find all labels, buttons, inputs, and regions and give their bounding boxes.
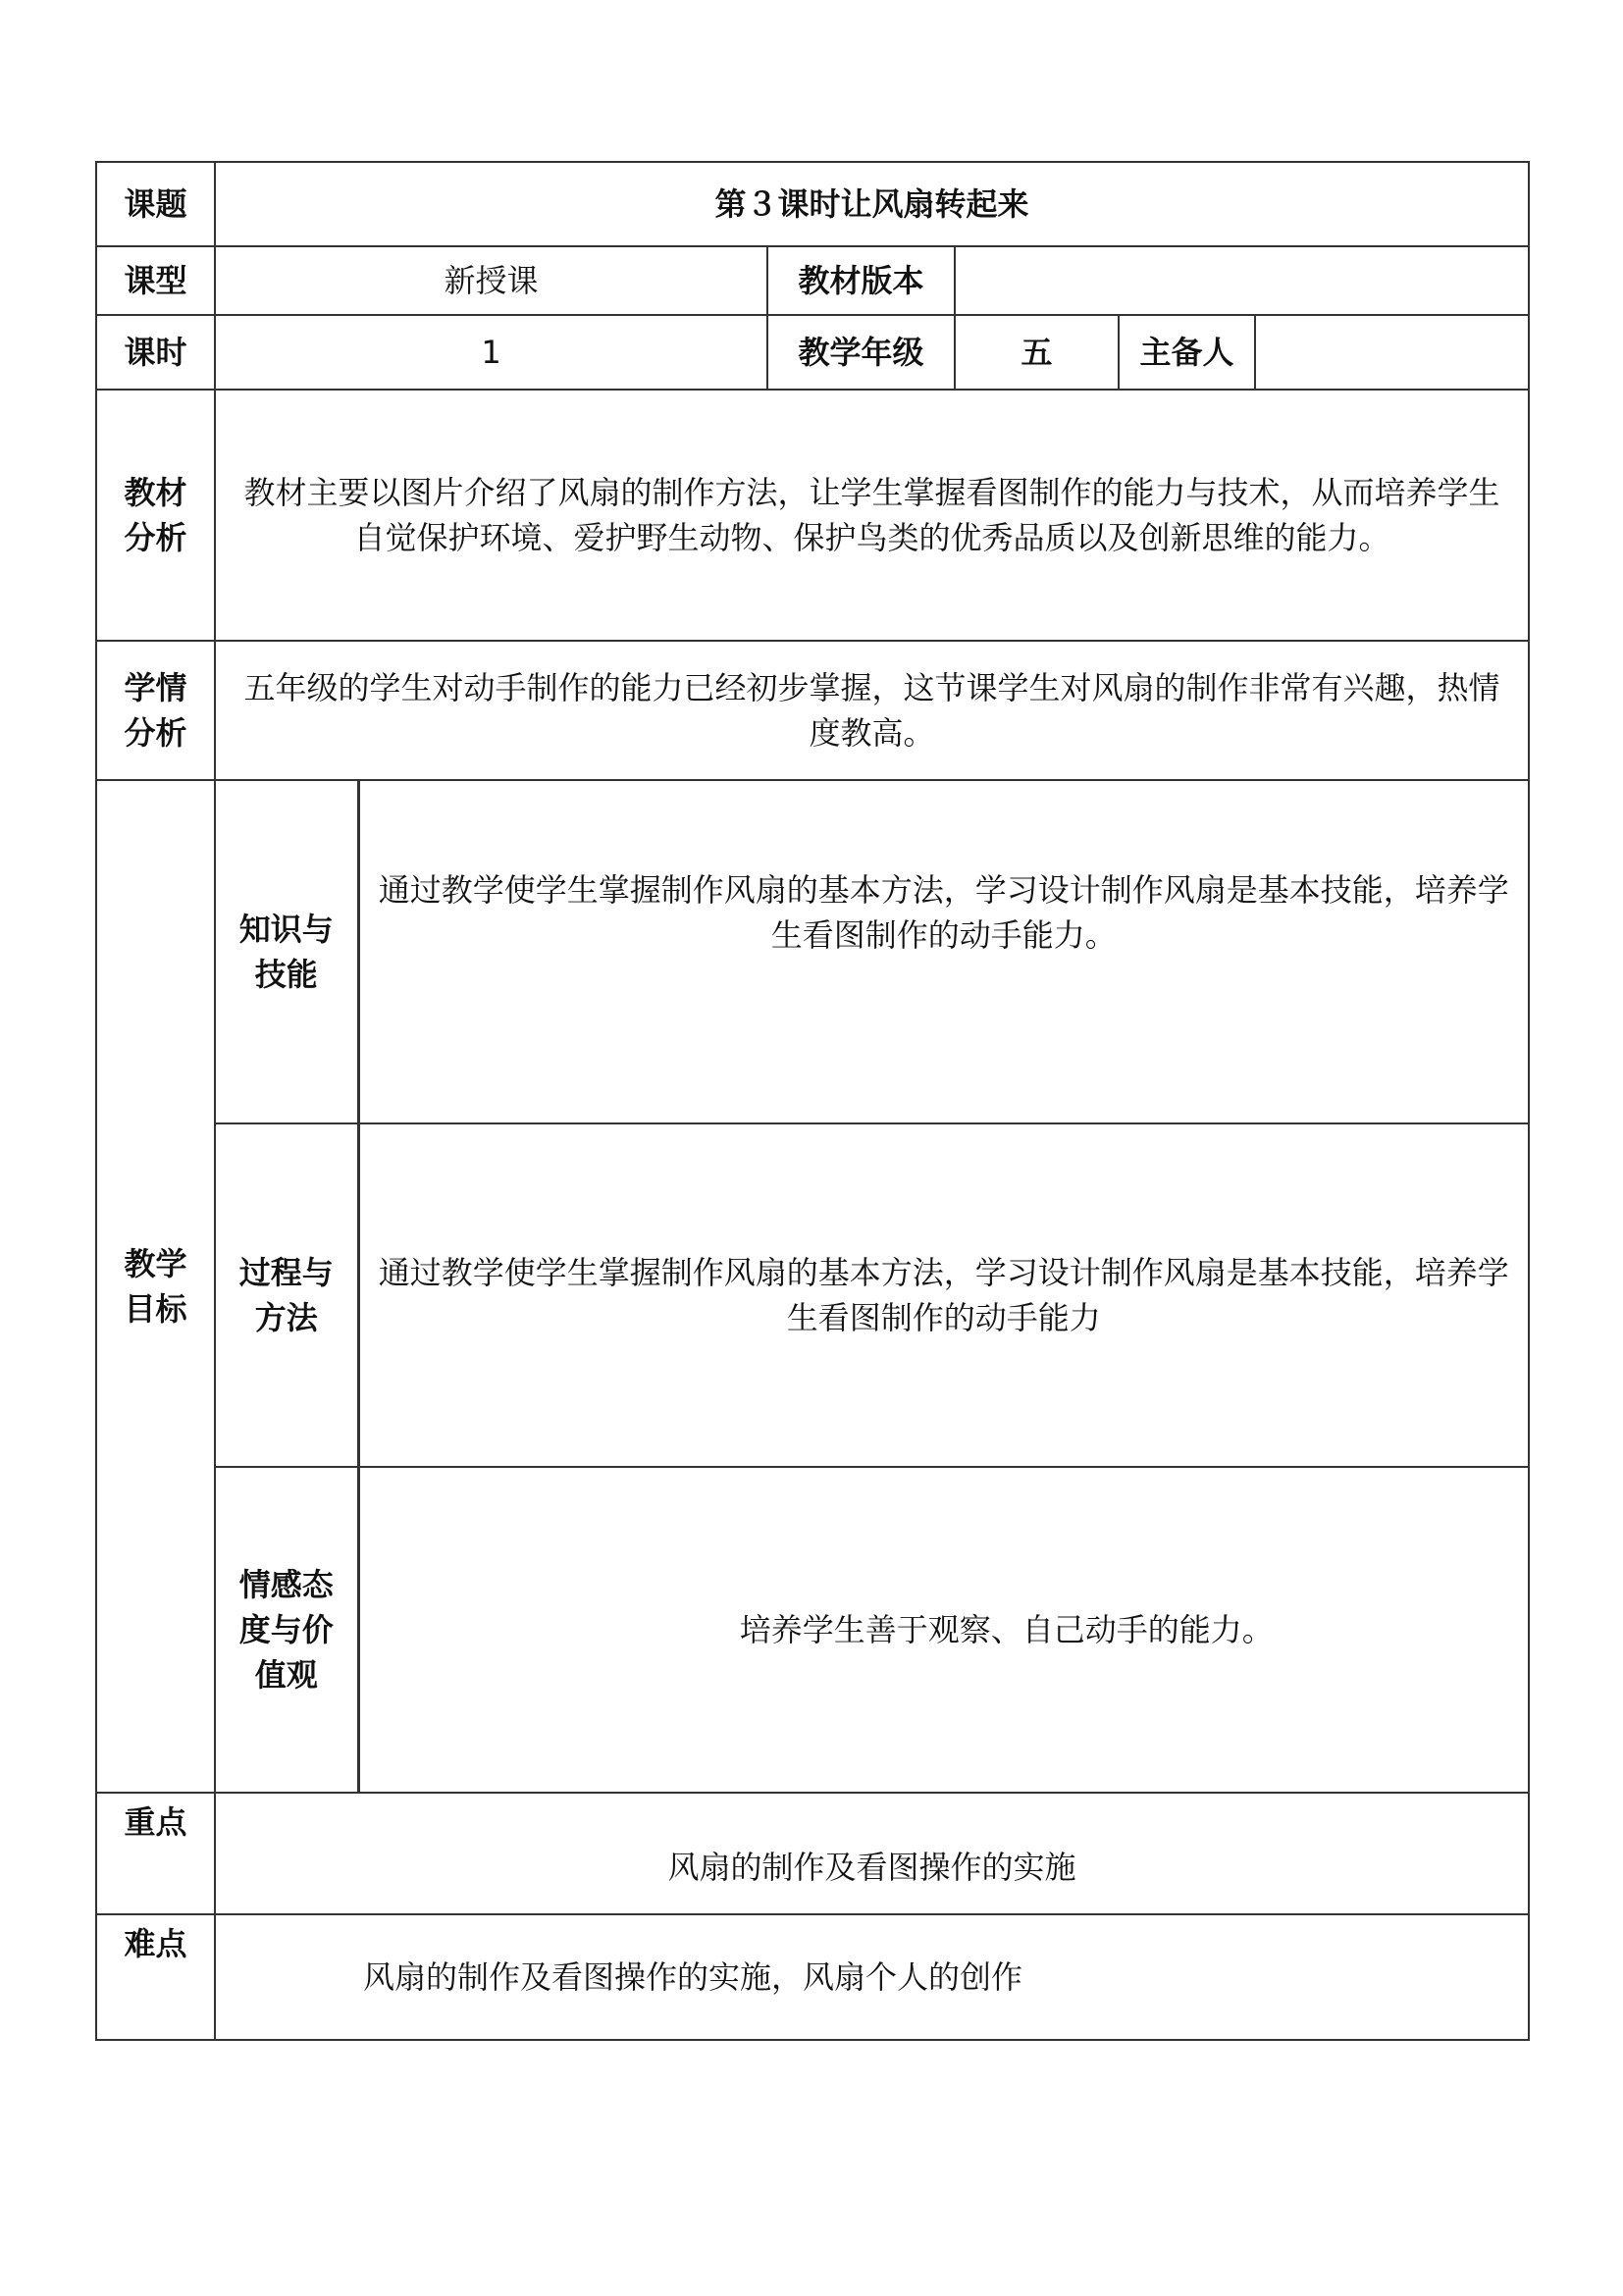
material-analysis-label <box>96 390 215 641</box>
student-analysis-text: 五年级的学生对动手制作的能力已经初步掌握，这节课学生对风扇的制作非常有兴趣，热情度教高。 <box>215 641 1529 780</box>
grade-value: 五 <box>955 315 1119 390</box>
knowledge-skills-label <box>215 780 358 1123</box>
preparer-label: 主备人 <box>1119 315 1255 390</box>
lesson-plan-table <box>95 161 1530 2041</box>
knowledge-skills-label-line1: 知识与 <box>238 911 334 948</box>
objectives-label-line1: 教学 <box>124 1245 187 1282</box>
student-analysis-label-line2: 分析 <box>124 714 187 752</box>
period-label: 课时 <box>96 315 215 390</box>
process-methods-label-line1: 过程与 <box>238 1254 334 1291</box>
attitude-values-label <box>215 1467 358 1793</box>
material-analysis-label-line2: 分析 <box>124 519 187 556</box>
key-points-label: 重点 <box>96 1793 215 1914</box>
student-analysis-label-line1: 学情 <box>124 669 187 706</box>
attitude-values-label-line3: 值观 <box>254 1656 318 1694</box>
edition-value <box>955 246 1529 315</box>
objectives-label-line2: 目标 <box>124 1290 187 1328</box>
process-methods-label <box>215 1123 358 1467</box>
material-analysis-text: 教材主要以图片介绍了风扇的制作方法，让学生掌握看图制作的能力与技术，从而培养学生自觉保护环境、爱护野生动物、保护鸟类的优秀品质以及创新思维的能力。 <box>215 390 1529 641</box>
knowledge-skills-text: 通过教学使学生掌握制作风扇的基本方法，学习设计制作风扇是基本技能，培养学生看图制作的动手能力。 <box>358 780 1529 1123</box>
attitude-values-text: 培养学生善于观察、自己动手的能力。 <box>358 1467 1529 1793</box>
topic-label: 课题 <box>96 162 215 246</box>
difficulties-text: 风扇的制作及看图操作的实施，风扇个人的创作 <box>215 1914 1529 2040</box>
knowledge-skills-label-line2: 技能 <box>254 956 318 993</box>
key-points-text: 风扇的制作及看图操作的实施 <box>215 1793 1529 1914</box>
material-analysis-label-line1: 教材 <box>124 474 187 511</box>
type-value: 新授课 <box>215 246 767 315</box>
edition-label: 教材版本 <box>767 246 955 315</box>
preparer-value <box>1255 315 1529 390</box>
objectives-label <box>96 780 215 1793</box>
process-methods-text: 通过教学使学生掌握制作风扇的基本方法，学习设计制作风扇是基本技能，培养学生看图制作的动手能力 <box>358 1123 1529 1467</box>
student-analysis-label <box>96 641 215 780</box>
period-value: 1 <box>215 315 767 390</box>
attitude-values-label-line2: 度与价 <box>238 1611 334 1648</box>
process-methods-label-line2: 方法 <box>254 1299 318 1336</box>
attitude-values-label-line1: 情感态 <box>238 1566 334 1603</box>
type-label: 课型 <box>96 246 215 315</box>
difficulties-label: 难点 <box>96 1914 215 2040</box>
grade-label: 教学年级 <box>767 315 955 390</box>
lesson-title: 第３课时让风扇转起来 <box>215 162 1529 246</box>
